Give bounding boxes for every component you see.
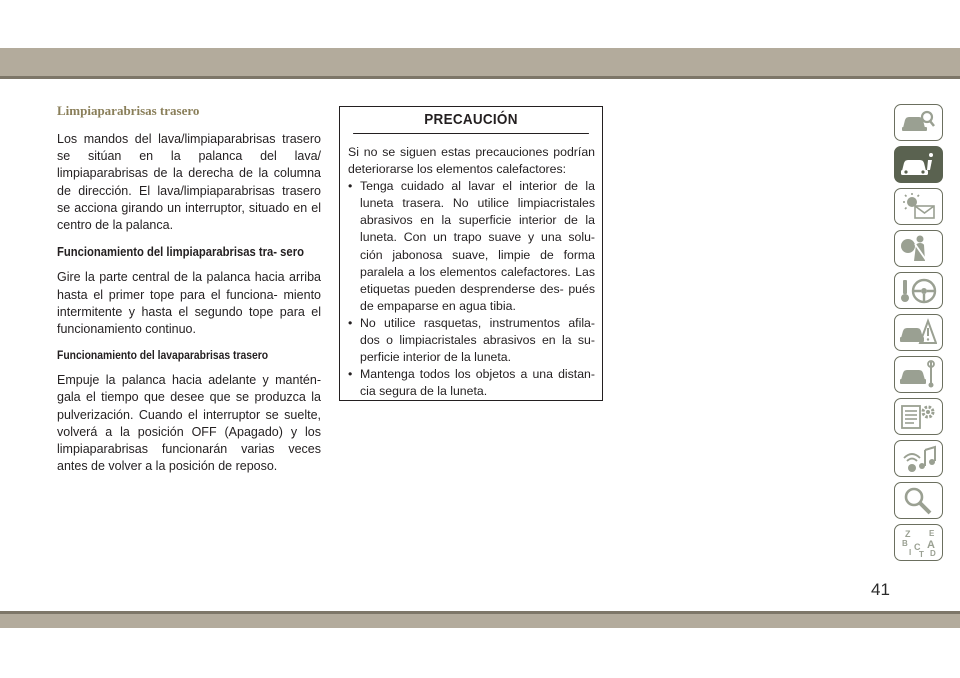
page-number: 41: [871, 580, 890, 599]
car-hazard-icon: [899, 318, 937, 347]
caution-body: [340, 134, 602, 400]
caution-title: PRECAUCIÓN: [353, 107, 589, 134]
alphabet-index-icon: [899, 528, 937, 557]
warning-light-message-icon: [899, 192, 937, 221]
index-letter: C: [914, 542, 921, 552]
index-letter: D: [930, 549, 936, 557]
car-magnifier-icon: [899, 108, 937, 137]
bullet: •: [348, 179, 353, 194]
caution-item: • Mantenga todos los objetos a una distan- cia segura de la luneta.: [348, 367, 595, 399]
caution-box: [339, 106, 603, 401]
index-letter: A: [927, 539, 935, 551]
bullet: •: [348, 367, 353, 382]
tab-servicing[interactable]: [894, 356, 943, 393]
section-title: Limpiaparabrisas trasero: [57, 103, 200, 118]
caution-list: [348, 178, 595, 400]
tab-car-info[interactable]: [894, 146, 943, 183]
header-divider: [0, 76, 960, 79]
index-letter: I: [909, 548, 912, 557]
tab-multimedia[interactable]: [894, 440, 943, 477]
index-letter: E: [929, 529, 935, 538]
car-wrench-icon: [899, 360, 937, 389]
intro-paragraph: Los mandos del lava/limpiaparabrisas trasero se sitúan en la palanca del lava/ limpiaparabrisas de la derecha de la columna de dirección. El lava/limpiaparabrisas trasero se acciona girando un interruptor, situado en el centro de la palanca.: [57, 132, 321, 233]
music-navigation-icon: [899, 444, 937, 473]
airbag-seatbelt-icon: [899, 234, 937, 263]
caution-item: • No utilice rasquetas, instrumentos afila- dos o limpiacristales abrasivos en la su- perficie interior de la luneta.: [348, 315, 595, 365]
wiper-paragraph: Gire la parte central de la palanca hacia arriba hasta el primer tope para el funciona- miento intermitente y hasta el segundo tope para el funcionamiento continuo.: [57, 270, 321, 337]
tab-index-search[interactable]: [894, 482, 943, 519]
tab-warning-lights[interactable]: [894, 188, 943, 225]
subsection-title-wiper: Funcionamiento del limpiaparabrisas tra- sero: [57, 245, 304, 260]
index-letter: Z: [905, 529, 911, 539]
tab-starting[interactable]: [894, 272, 943, 309]
washer-paragraph: Empuje la palanca hacia adelante y mantén- gala el tiempo que desee que se produzca la pulverización. Cuando el interruptor se suelte, volverá a la posición OFF (Apagado) y los limpiaparabrisas funcionarán varias veces antes de volver a la posición de reposo.: [57, 373, 321, 474]
caution-intro: Si no se siguen estas precauciones podrían deteriorarse los elementos calefactores:: [348, 145, 595, 177]
specs-gear-icon: [899, 402, 937, 431]
tab-alphabetical-index[interactable]: [894, 524, 943, 561]
index-letter: B: [902, 539, 908, 548]
steering-wheel-key-icon: [899, 276, 937, 305]
tab-emergency[interactable]: [894, 314, 943, 351]
tab-car-magnifier[interactable]: [894, 104, 943, 141]
header-band: [0, 48, 960, 76]
magnifier-icon: [899, 486, 937, 515]
index-letter: T: [919, 550, 924, 557]
tab-technical-specs[interactable]: [894, 398, 943, 435]
bullet: •: [348, 315, 353, 330]
car-info-icon: [899, 150, 937, 179]
tab-safety[interactable]: [894, 230, 943, 267]
subsection-title-washer: Funcionamiento del lavaparabrisas trasero: [57, 350, 269, 363]
left-column: [57, 103, 321, 485]
caution-item: • Tenga cuidado al lavar el interior de la luneta trasera. No utilice limpiacristales abrasivos en la superficie interior de la luneta. Con un trapo suave y una solu- ción jabonosa suave, limpie de forma paralela a los elementos calefactores. Las etiquetas pueden desprenderse des- pués de empaparse en agua tibia.: [348, 179, 595, 313]
footer-band: [0, 614, 960, 628]
